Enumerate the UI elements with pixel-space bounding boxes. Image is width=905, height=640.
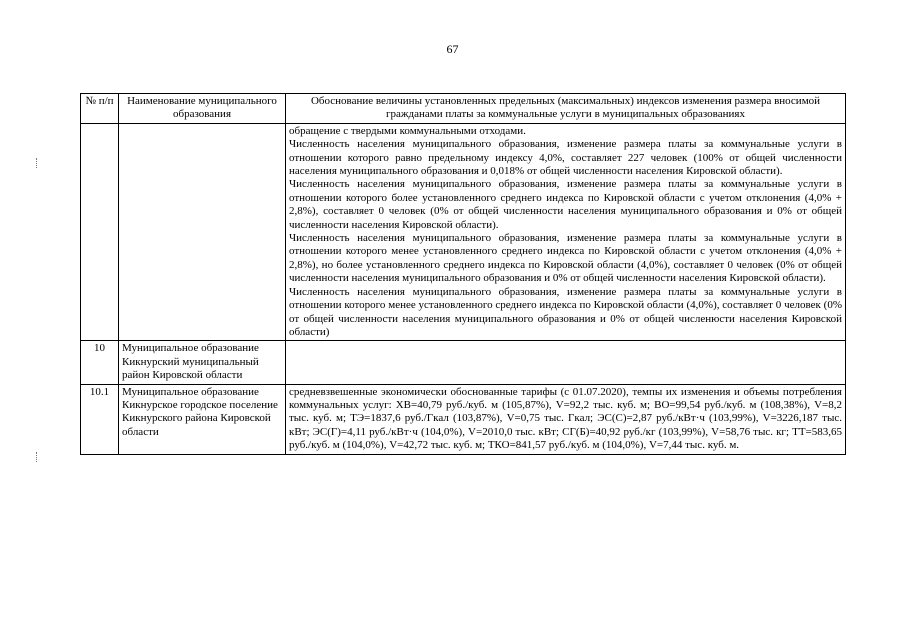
table-row [81, 123, 846, 341]
paragraph: Численность населения муниципального образования, изменение размера платы за коммунальные услуги в отношении которого менее установленного среднего индекса по Кировской области с учетом отклонения (4,0% + 2,8%), но более установленного среднего индекса по Кировской области (4,0%), составляет 0 человек (0% от общей численности населения муниципального образования и 0% от общей численности населения Кировской области). [289, 232, 842, 285]
scan-mark [36, 158, 38, 168]
page-number: 67 [446, 42, 459, 56]
row-municipality [119, 123, 286, 341]
paragraph: Численность населения муниципального образования, изменение размера платы за коммунальные услуги в отношении которого менее установленного среднего индекса по Кировской области (4,0%), составляет 0 человек (0% от общей численности населения муниципального образования и 0% от общей численюсти населения Кировской области) [289, 285, 842, 338]
row-municipality: Муниципальное образование Кикнурский муниципальный район Кировской области [119, 341, 286, 384]
scan-mark [36, 452, 38, 462]
paragraph: Численность населения муниципального образования, изменение размера платы за коммунальные услуги в отношении которого более установленного среднего индекса по Кировской области с учетом отклонения (4,0% + 2,8%), составляет 0 человек (0% от общей численности населения муниципального образования и 0% от общей численности населения Кировской области). [289, 178, 842, 231]
row-justification: средневзвешенные экономически обоснованные тарифы (с 01.07.2020), темпы их изменения и объемы потребления коммунальных услуг: ХВ=40,79 руб./куб. м (105,87%), V=92,2 тыс. куб. м; ВО=99,54 руб./куб. м (108,38%), V=8,2 тыс. куб. м; ТЭ=1837,6 руб./Гкал (103,87%), V=0,75 тыс. Гкал; ЭС(С)=2,87 руб./кВт·ч (103,99%), V=3226,187 тыс. кВт; ЭС(Г)=4,11 руб./кВт·ч (104,0%), V=2010,0 тыс. кВт; СГ(Б)=40,92 руб./кг (103,99%), V=58,76 тыс. кг; ТТ=583,65 руб./куб. м (104,0%), V=42,72 тыс. куб. м; ТКО=841,57 руб./куб. м (104,0%), V=7,44 тыс. куб. м. [286, 384, 846, 454]
row-justification [286, 341, 846, 384]
paragraph: Численность населения муниципального образования, изменение размера платы за коммунальные услуги в отношении которого равно предельному индексу 4,0%, составляет 227 человек (100% от общей численности населения муниципального образования и 0,018% от общей численности населения Кировской области). [289, 138, 842, 178]
row-number: 10.1 [81, 384, 119, 454]
header-number: № п/п [81, 94, 119, 124]
row-number: 10 [81, 341, 119, 384]
table-row [81, 384, 846, 454]
table-header-row [81, 94, 846, 124]
row-justification [286, 123, 846, 341]
tariff-justification-table [80, 93, 846, 455]
header-justification: Обоснование величины установленных предельных (максимальных) индексов изменения размера вносимой гражданами платы за коммунальные услуги в муниципальных образованиях [286, 94, 846, 124]
table-row [81, 341, 846, 384]
header-municipality: Наименование муниципального образования [119, 94, 286, 124]
row-municipality: Муниципальное образование Кикнурское городское поселение Кикнурского района Кировской области [119, 384, 286, 454]
row-number [81, 123, 119, 341]
paragraph: обращение с твердыми коммунальными отходами. [289, 124, 526, 137]
